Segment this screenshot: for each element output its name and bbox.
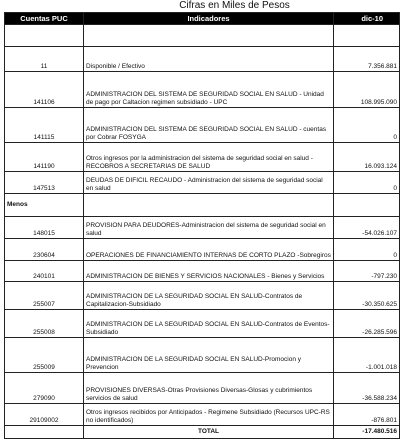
row-value: 7.356.881	[334, 47, 400, 72]
row-value: 0	[334, 239, 400, 260]
row-code: 141190	[5, 143, 84, 172]
row-description: ADMINISTRACION DE LA SEGURIDAD SOCIAL EN SALUD-Promocion y Prevencion	[84, 337, 334, 372]
row-description: ADMINISTRACION DEL SISTEMA DE SEGURIDAD SOCIAL EN SALUD - Unidad de pago por Caltacion regimen subsidiado - UPC	[84, 71, 334, 107]
table-row	[5, 372, 400, 403]
total-value: -17.480.516	[334, 426, 400, 439]
total-empty-cell	[5, 426, 84, 439]
row-value: -1.001.018	[334, 337, 400, 372]
total-row	[5, 426, 400, 439]
row-code: 255008	[5, 309, 84, 337]
column-header-indicadores: Indicadores	[84, 13, 334, 25]
caption	[0, 0, 403, 12]
table-row	[5, 239, 400, 260]
table-row	[5, 260, 400, 281]
table-row	[5, 403, 400, 425]
column-header-dic10: dic-10	[334, 13, 400, 25]
section-row	[5, 193, 400, 216]
total-label: TOTAL	[84, 426, 334, 439]
row-code	[5, 25, 84, 47]
row-description: OPERACIONES DE FINANCIAMIENTO INTERNAS DE CORTO PLAZO -Sobregiros	[84, 239, 334, 260]
table-row	[5, 25, 400, 47]
column-header-cuentas: Cuentas PUC	[5, 13, 84, 25]
row-value: -876.801	[334, 403, 400, 425]
row-value: -797.230	[334, 260, 400, 281]
row-code: 240101	[5, 260, 84, 281]
row-description: ADMINISTRACION DE LA SEGURIDAD SOCIAL EN SALUD-Contratos de Eventos-Subsidiado	[84, 309, 334, 337]
table-row	[5, 282, 400, 310]
row-code: 148015	[5, 217, 84, 239]
table-row	[5, 337, 400, 372]
row-code: 279090	[5, 372, 84, 403]
row-description: ADMINISTRACION DE LA SEGURIDAD SOCIAL EN SALUD-Contratos de Capitalizacion-Subsidiado	[84, 282, 334, 310]
row-value	[334, 25, 400, 47]
row-description: Otros ingresos por la administracion del sistema de seguridad social en salud -RECOBROS A SECRETARIAS DE SALUD	[84, 143, 334, 172]
row-value: 108.995.090	[334, 71, 400, 107]
row-description: ADMINISTRACION DEL SISTEMA DE SEGURIDAD SOCIAL EN SALUD - cuentas por Cobrar FOSYGA	[84, 108, 334, 143]
row-code: 141106	[5, 71, 84, 107]
caption-text: Cifras en Miles de Pesos	[179, 0, 290, 11]
row-value: -54.026.107	[334, 217, 400, 239]
row-description	[84, 193, 334, 216]
row-description: PROVISIONES DIVERSAS-Otras Provisiones Diversas-Glosas y cubrimientos servicios de salud	[84, 372, 334, 403]
row-description: Disponible / Efectivo	[84, 47, 334, 72]
header-row	[5, 13, 400, 25]
row-value: -26.285.596	[334, 309, 400, 337]
row-code: 141115	[5, 108, 84, 143]
row-description: DEUDAS DE DIFICIL RECAUDO - Administracion del sistema de seguridad social en salud	[84, 172, 334, 193]
row-description: Otros ingresos recibidos por Anticipados - Regimene Subsidiado (Recursos UPC-RS no identificados)	[84, 403, 334, 425]
row-value: -30.350.625	[334, 282, 400, 310]
row-value: -36.588.234	[334, 372, 400, 403]
table-row	[5, 309, 400, 337]
row-value: 0	[334, 172, 400, 193]
row-value: 16.093.124	[334, 143, 400, 172]
row-description: ADMINISTRACION DE BIENES Y SERVICIOS NACIONALES - Bienes y Servicios	[84, 260, 334, 281]
row-description	[84, 25, 334, 47]
row-code: 255009	[5, 337, 84, 372]
row-code: 230604	[5, 239, 84, 260]
financial-table	[4, 12, 400, 439]
table-row	[5, 217, 400, 239]
row-value: 0	[334, 108, 400, 143]
table-row	[5, 71, 400, 107]
row-code: 147513	[5, 172, 84, 193]
table-row	[5, 143, 400, 172]
section-label: Menos	[5, 193, 84, 216]
row-code: 29109002	[5, 403, 84, 425]
row-code: 255007	[5, 282, 84, 310]
table-row	[5, 47, 400, 72]
table-row	[5, 172, 400, 193]
table-row	[5, 108, 400, 143]
row-description: PROVISION PARA DEUDORES-Administracion del sistema de seguridad social en salud	[84, 217, 334, 239]
row-code: 11	[5, 47, 84, 72]
row-value	[334, 193, 400, 216]
